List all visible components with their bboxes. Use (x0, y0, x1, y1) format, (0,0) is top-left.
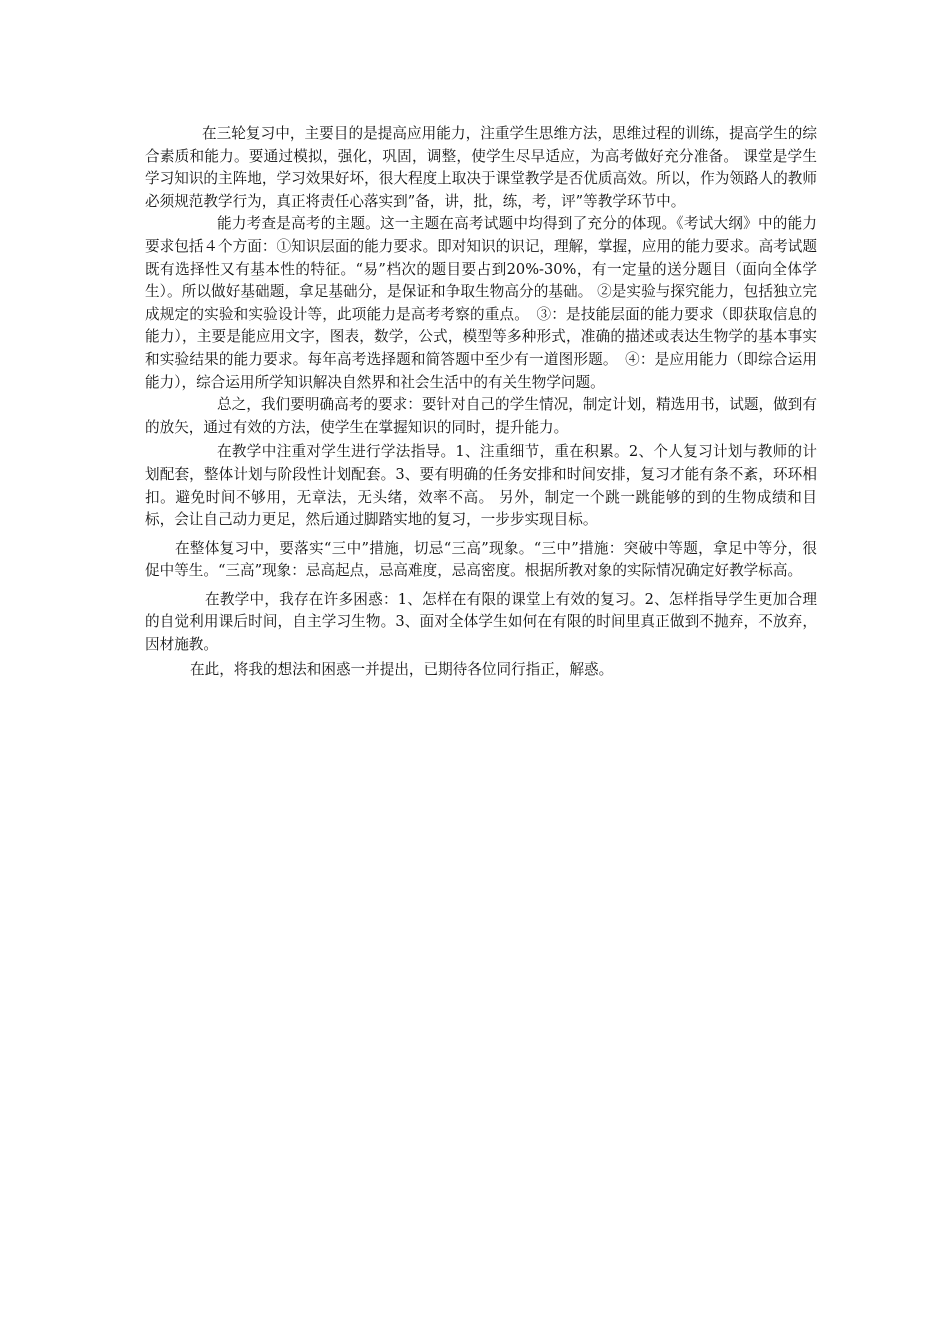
paragraph-closing: 在此，将我的想法和困惑一并提出，已期待各位同行指正，解惑。 (190, 660, 614, 678)
paragraph-review-goals: 在三轮复习中，主要目的是提高应用能力，注重学生思维方法，思维过程的训练，提高学生的综合素质和能力。要通过模拟，强化，巩固，调整，使学生尽早适应，为高考做好充分准备。 课堂是学生学习知识的主阵地，学习效果好坏，很大程度上取决于课堂教学是否优质高效。所以，作为领路人的教师必须规范教学行为，真正将责任心落实到”备，讲，批，练，考，评”等教学环节中。 (145, 125, 817, 210)
paragraph-three-middle: 在整体复习中，要落实“三中”措施，切忌“三高”现象。“三中”措施：突破中等题，拿足中等分，很促中等生。“三高”现象：忌高起点，忌高难度，忌高密度。根据所教对象的实际情况确定好教学标高。 (145, 539, 817, 580)
paragraph-study-methods: 在教学中注重对学生进行学法指导。1、注重细节，重在积累。2、个人复习计划与教师的计划配套，整体计划与阶段性计划配套。3、要有明确的任务安排和时间安排，复习才能有条不紊，环环相扣。避免时间不够用，无章法，无头绪，效率不高。 另外，制定一个跳一跳能够的到的生物成绩和目标，会让自己动力更足，然后通过脚踏实地的复习，一步步实现目标。 (145, 443, 817, 529)
paragraph-summary: 总之，我们要明确高考的要求：要针对自己的学生情况，制定计划，精选用书，试题，做到有的放矢，通过有效的方法，使学生在掌握知识的同时，提升能力。 (145, 396, 817, 436)
paragraph-ability-requirements: 能力考查是高考的主题。这一主题在高考试题中均得到了充分的体现。《考试大纲》中的能力要求包括４个方面：①知识层面的能力要求。即对知识的识记，理解，掌握，应用的能力要求。高考试题既有选择性又有基本性的特征。“易”档次的题目要占到20%-30%，有一定量的送分题目（面向全体学生）。所以做好基础题，拿足基础分，是保证和争取生物高分的基础。 ②是实验与探究能力，包括独立完成规定的实验和实验设计等，此项能力是高考考察的重点。 ③：是技能层面的能力要求（即获取信息的能力），主要是能应用文字，图表，数学，公式，模型等多种形式，准确的描述或表达生物学的基本事实和实验结果的能力要求。每年高考选择题和简答题中至少有一道图形题。 ④：是应用能力（即综合运用能力），综合运用所学知识解决自然界和社会生活中的有关生物学问题。 (145, 215, 817, 391)
paragraph-confusions: 在教学中，我存在许多困惑：1、怎样在有限的课堂上有效的复习。2、怎样指导学生更加合理的自觉利用课后时间，自主学习生物。3、面对全体学生如何在有限的时间里真正做到不抛弃，不放弃，因材施教。 (145, 590, 817, 654)
document-body (145, 123, 817, 681)
